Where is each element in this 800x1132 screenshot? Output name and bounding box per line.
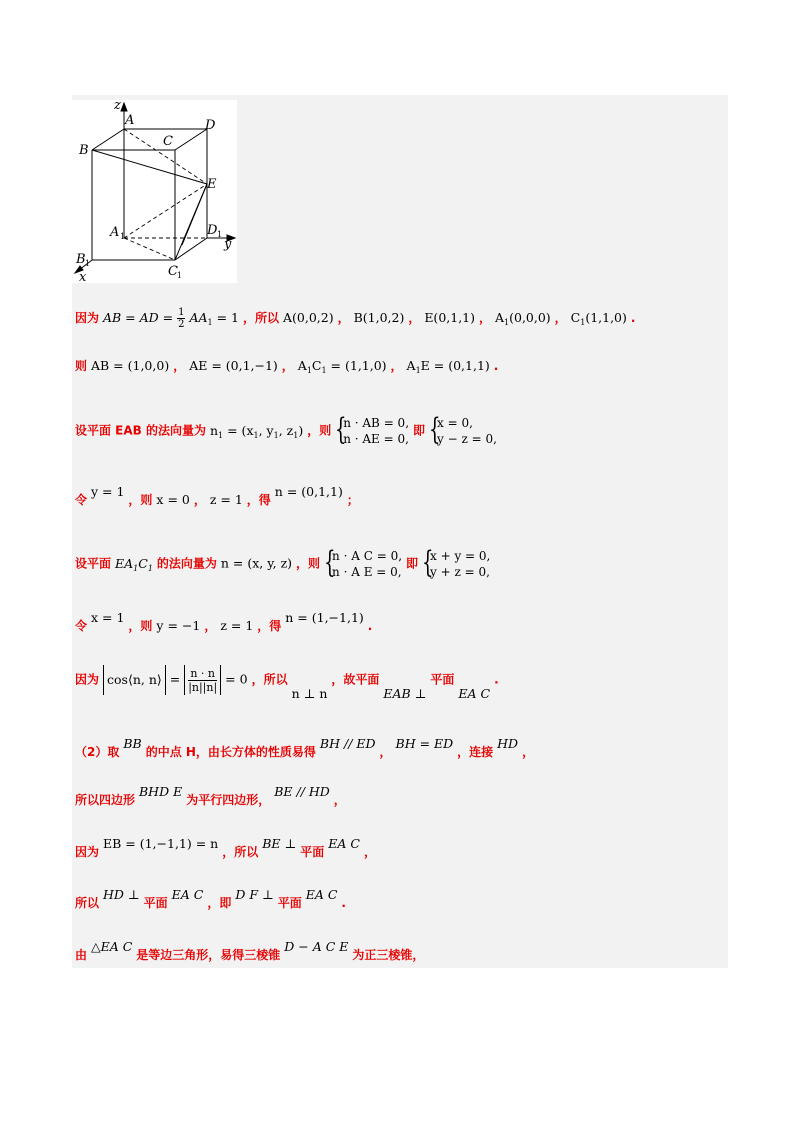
- triangle-ea1c1: △EA C: [91, 939, 133, 954]
- solution-line-1: 因为 AB = AD = $\frac{1}{2} AA_1 = 1$ ，所以 A(0,0,2) ， B(1,0,2) ， E(0,1,1) ， $A_1(0,0,0)$ ， $C_1(1,1,0)$ .: [75, 307, 636, 330]
- eq-n1: n = (0,1,1): [274, 484, 343, 499]
- label-c: C: [163, 134, 173, 149]
- vector-a1e: $A_1E = (0,1,1)$: [406, 358, 490, 375]
- label-b: B: [79, 143, 89, 158]
- normal-n2: n = (x, y, z): [220, 555, 293, 571]
- edge-be: [92, 150, 207, 184]
- edge-ec1-inner: [182, 184, 207, 245]
- hd1-perp: HD ⊥: [103, 887, 140, 902]
- system-1: { n · AB = 0, n · AE = 0,: [335, 412, 410, 447]
- solution-line-12: 由 △EA C 是等边三角形，易得三棱锥 D − A C E 为正三棱锥，: [75, 936, 424, 966]
- label-b1-sub: 1: [85, 259, 91, 268]
- solution-line-7: 因为 cos⟨n, n⟩ = $\frac{n \cdot n}{|n||n|} = 0$ ，所以 n ⊥ n ，故平面 EAB ⊥ 平面 EA C .: [75, 665, 499, 705]
- system-3: { n · A C = 0, n · A E = 0,: [324, 545, 403, 580]
- label-e: E: [207, 177, 217, 192]
- label-c1: C: [168, 264, 178, 279]
- sub-1: 1: [207, 318, 213, 327]
- bh-equals-ed1: BH = ED: [395, 736, 454, 751]
- pyramid-d1-a1c1e: D − A C E: [284, 939, 349, 954]
- solution-line-5: 设平面 $EA_1C_1$ 的法向量为 n = (x, y, z) ，则 { n · A C = 0, n · A E = 0, 即 { x + y = 0, y + z = 0,: [75, 545, 491, 580]
- edge-a1e-hidden: [124, 184, 207, 238]
- abs-fraction: $\frac{n \cdot n}{|n||n|}$: [184, 665, 221, 695]
- label-y: y: [224, 237, 232, 252]
- bh-parallel-ed1: BH // ED: [319, 736, 376, 751]
- label-z: z: [114, 100, 121, 113]
- seg-hd1: HD: [497, 736, 519, 751]
- eq-x2: x = 1: [91, 610, 125, 625]
- z-axis-arrow: [121, 103, 127, 111]
- edge-a1c1-hidden: [124, 238, 175, 260]
- be-parallel-hd1: BE // HD: [274, 784, 330, 799]
- solution-line-6: 令 x = 1 ，则 y = −1 ， z = 1 ，得 n = (1,−1,1) .: [75, 607, 372, 637]
- plane-ea1c1-e: EA C: [305, 887, 338, 902]
- solution-line-8: （2）取 BB 的中点 H，由长方体的性质易得 BH // ED ， BH = ED ，连接 HD ，: [75, 733, 534, 763]
- vector-eb: EB = (1,−1,1) = n: [103, 836, 219, 851]
- eq-n2: n = (1,−1,1): [285, 610, 364, 625]
- label-a1: A: [110, 225, 120, 240]
- text-because: 因为: [75, 311, 100, 325]
- abs-cos: cos⟨n, n⟩: [103, 665, 166, 695]
- d1f-perp: D F ⊥: [235, 887, 274, 902]
- label-x: x: [79, 270, 87, 283]
- plane-ea1c1-c: EA C: [328, 836, 360, 851]
- eq-z1: z = 1: [209, 492, 243, 507]
- solution-line-3: 设平面 EAB 的法向量为 $n_1 = (x_1$, $y_1$, $z_1$) ，则 { n · AB = 0, n · AE = 0, 即 { x = 0, y − z = 0,: [75, 412, 497, 447]
- label-c1-sub: 1: [177, 271, 183, 280]
- solution-line-10: 因为 EB = (1,−1,1) = n ，所以 BE ⊥ 平面 EA C ，: [75, 833, 376, 863]
- prism-diagram: [72, 100, 237, 283]
- seg-bb1: BB: [123, 736, 142, 751]
- solution-line-9: 所以四边形 BHD E 为平行四边形， BE // HD ，: [75, 781, 346, 811]
- eq-y2: y = −1: [156, 618, 201, 633]
- plane-ea1c1: $EA_1C_1$: [115, 555, 153, 573]
- label-a: A: [125, 113, 135, 128]
- point-a1: $A_1(0,0,0)$: [494, 310, 551, 327]
- solution-line-11: 所以 HD ⊥ 平面 EA C ，即 D F ⊥ 平面 EA C .: [75, 884, 346, 914]
- label-b1: B: [76, 252, 86, 267]
- eq-equals-1: = 1: [216, 310, 240, 325]
- eq-ab-ad: AB = AD =: [103, 310, 178, 325]
- vector-ae: AE = (0,1,−1): [189, 358, 278, 373]
- perp-n1-n2: n ⊥ n: [291, 685, 328, 701]
- plane-ea1c1-d: EA C: [171, 887, 204, 902]
- quad-bhd1e: BHD E: [139, 784, 183, 799]
- eq-z2: z = 1: [220, 618, 254, 633]
- label-d1: D: [207, 223, 218, 238]
- be-perp: BE ⊥: [262, 836, 297, 851]
- point-b: B(1,0,2): [353, 310, 405, 325]
- plane-eab: EAB ⊥: [383, 685, 427, 701]
- label-a1-sub: 1: [120, 232, 126, 241]
- plane-ea1c1-b: EA C: [458, 685, 491, 701]
- system-2: { x = 0, y − z = 0,: [429, 412, 497, 447]
- eq-y1: y = 1: [91, 484, 125, 499]
- normal-n1: $n_1 = (x_1$, $y_1$, $z_1$): [209, 422, 304, 440]
- eq-aa1: AA: [189, 310, 208, 325]
- edge-ab: [92, 129, 124, 150]
- point-e: E(0,1,1): [424, 310, 475, 325]
- label-d1-sub: 1: [217, 230, 223, 239]
- label-d: D: [205, 118, 216, 133]
- eq-x1: x = 0: [156, 492, 190, 507]
- prism-figure: [72, 100, 237, 283]
- fraction-half: $\frac{1}{2}$: [178, 307, 185, 330]
- system-4: { x + y = 0, y + z = 0,: [422, 545, 491, 580]
- vector-ab: AB = (1,0,0): [91, 358, 170, 373]
- vector-a1c1: $A_1C_1 = (1,1,0)$: [297, 358, 387, 375]
- solution-line-4: 令 y = 1 ，则 x = 0 ， z = 1 ，得 n = (0,1,1) ；: [75, 481, 359, 511]
- point-c1: $C_1(1,1,0)$: [570, 310, 627, 327]
- text-so: ，所以: [243, 311, 280, 325]
- edge-cd: [175, 129, 207, 150]
- point-a: A(0,0,2): [283, 310, 334, 325]
- solution-line-2: 则 AB = (1,0,0) ， AE = (0,1,−1) ， $A_1C_1 = (1,1,0)$ ， $A_1E = (0,1,1)$ .: [75, 358, 499, 375]
